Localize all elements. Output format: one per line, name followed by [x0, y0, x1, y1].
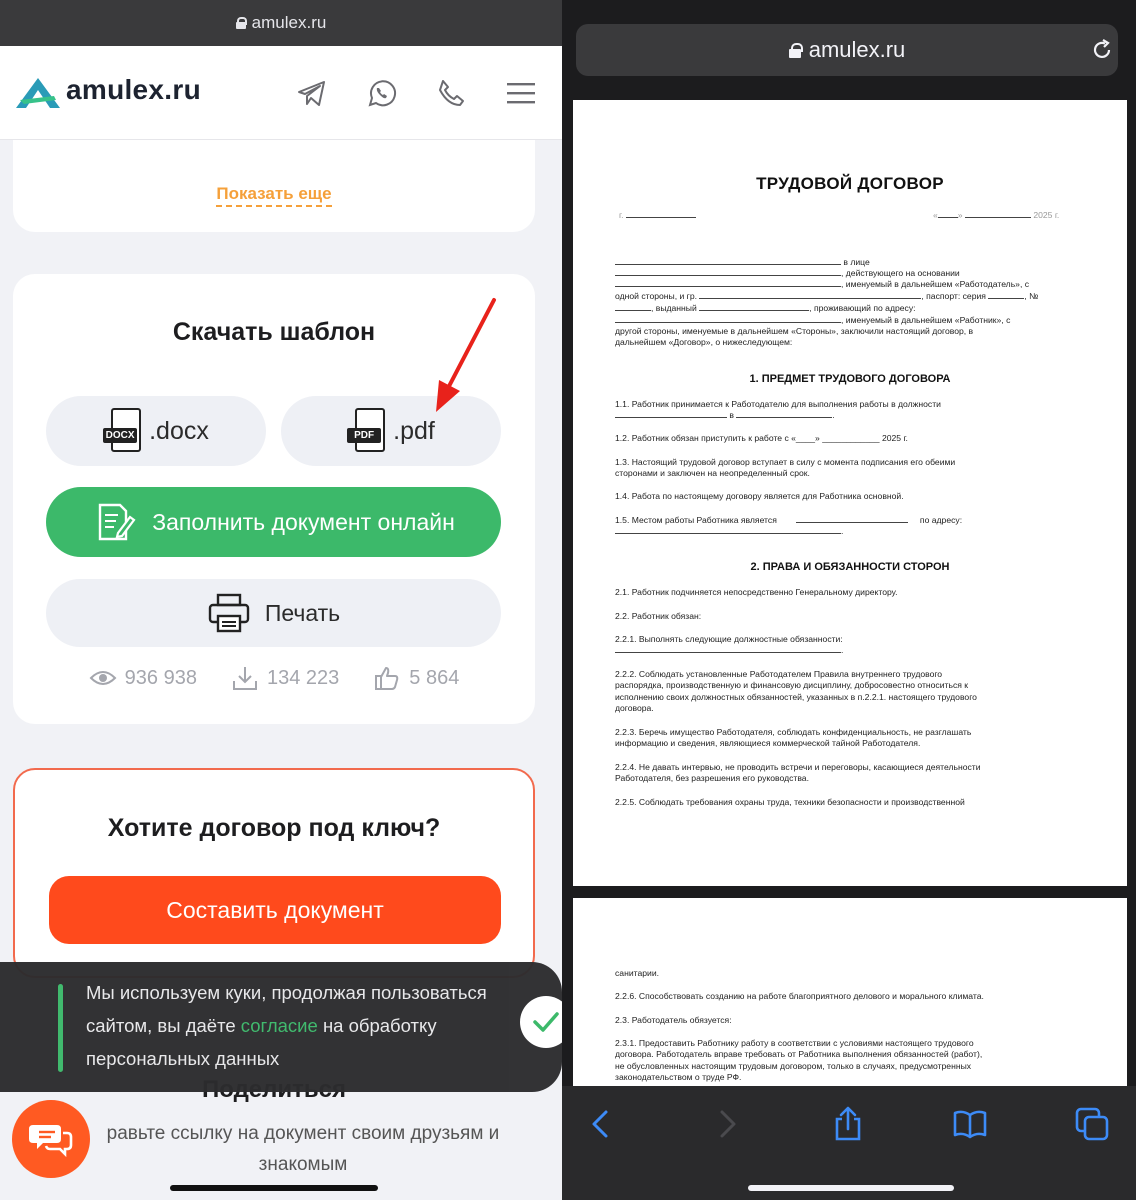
doc-date: « » 2025 г.	[933, 210, 1060, 220]
eye-icon	[89, 668, 117, 688]
forward-icon[interactable]	[708, 1106, 744, 1142]
cookie-banner	[0, 962, 562, 1092]
lock-icon	[789, 43, 801, 58]
pdf-page-1: ТРУДОВОЙ ДОГОВОР г. « » 2025 г. в лице , действующего на основании , именуемый в дальнейшем «Работодатель», с одной стороны, и гр. , паспорт: серия , № , выданный , проживающий по адресу: , именуемый в дальнейшем «Работник», с другой стороны, именуемые в дальнейшем «Стороны», заключили настоящий договор, в дальнейшем «Договор», о нижеследующем: 1. ПРЕДМЕТ ТРУДОВОГО ДОГОВОРА 1.1. Работник принимается к Работодателю для выполнения работы в должности в . 1.2. Работник обязан приступить к работе с «____» ____________ 2025 г. 1.3. Настоящий трудовой договор вступает в силу с момента подписания его обеими сторонами и заключен на неопределенный срок. 1.4. Работа по настоящему договору является для Работника основной. 1.5. Местом работы Работника является по адресу: . 2. ПРАВА И ОБЯЗАННОСТИ СТОРОН 2.1. Работник подчиняется непосредственно Генеральному директору. 2.2. Работник обязан: 2.2.1. Выполнять следующие должностные обязанности: . 2.2.2. Соблюдать установленные Работодателем Правила внутреннего трудового распорядка, производственную и финансовую дисциплину, добросовестно относиться к исполнению своих должностных обязанностей, указанных в п.2.2.1. настоящего трудового договора. 2.2.3. Беречь имущество Работодателя, соблюдать конфиденциальность, не разглашать информацию и сведения, являющиеся коммерческой тайной Работодателя. 2.2.4. Не давать интервью, не проводить встречи и переговоры, касающиеся деятельности Работодателя, без разрешения его руководства. 2.2.5. Соблюдать требования охраны труда, техники безопасности и производственной	[573, 100, 1127, 886]
show-more-link[interactable]: Показать еще	[13, 184, 535, 204]
thumbs-up-icon	[373, 664, 401, 692]
downloads-stat: 134 223	[231, 664, 339, 692]
download-icon	[231, 664, 259, 692]
consent-link[interactable]: согласие	[240, 1015, 318, 1036]
tabs-icon[interactable]	[1074, 1106, 1110, 1142]
lock-icon	[236, 17, 246, 29]
address-bar[interactable]	[0, 0, 562, 46]
pdf-file-icon: PDF	[347, 408, 387, 454]
fill-online-label: Заполнить документ онлайн	[152, 508, 455, 535]
stats-row	[13, 664, 535, 692]
document-title: ТРУДОВОЙ ДОГОВОР	[756, 174, 944, 193]
share-icon[interactable]	[830, 1106, 866, 1142]
pdf-page-2: санитарии. 2.2.6. Способствовать созданию на работе благоприятного делового и морального климата. 2.3. Работодатель обязуется: 2.3.1. Предоставить Работнику работу в соответствии с условиями настоящего трудового договора. Работодатель вправе требовать от Работника выполнения обязанностей (работ), не обусловленных настоящим трудовым договором, только в случаях, предусмотренных законодательством о труде РФ.	[573, 898, 1127, 1098]
section-1-heading: 1. ПРЕДМЕТ ТРУДОВОГО ДОГОВОРА	[749, 373, 951, 385]
views-stat: 936 938	[89, 664, 197, 692]
print-label: Печать	[264, 599, 341, 626]
checkmark-icon	[532, 1011, 560, 1033]
download-docx-button[interactable]	[46, 396, 266, 466]
previous-card	[13, 140, 535, 232]
phone-icon[interactable]	[434, 76, 468, 110]
printer-icon	[207, 592, 251, 634]
docx-label: .docx	[149, 416, 209, 445]
home-indicator	[170, 1185, 378, 1191]
cookie-text: Мы используем куки, продолжая пользоваться сайтом, вы даёте согласие на обработку персональных данных	[86, 982, 487, 1069]
pdf-label: .pdf	[393, 416, 435, 445]
browser-toolbar	[562, 1086, 1136, 1200]
telegram-icon[interactable]	[295, 76, 329, 110]
annotation-arrow	[430, 296, 500, 416]
likes-stat[interactable]: 5 864	[373, 664, 459, 692]
share-text: равьте ссылку на документ своим друзьям и знакомым	[106, 1123, 500, 1175]
create-document-button[interactable]: Составить документ	[49, 876, 501, 944]
address-text: amulex.ru	[251, 13, 327, 32]
menu-icon[interactable]	[504, 76, 538, 110]
bookmarks-icon[interactable]	[952, 1106, 988, 1142]
doc-city: г.	[619, 210, 696, 222]
left-phone-screen	[0, 0, 562, 1200]
address-text: amulex.ru	[808, 37, 906, 62]
logo-icon[interactable]	[14, 74, 62, 112]
reload-icon[interactable]	[1090, 38, 1114, 62]
home-indicator	[748, 1185, 954, 1191]
chat-icon	[29, 1119, 73, 1159]
section-2-heading: 2. ПРАВА И ОБЯЗАННОСТИ СТОРОН	[750, 561, 950, 573]
site-header	[0, 46, 562, 140]
fill-online-button[interactable]	[46, 487, 501, 557]
edit-document-icon	[92, 499, 138, 545]
right-phone-screen	[562, 0, 1136, 1200]
order-title: Хотите договор под ключ?	[107, 814, 441, 842]
docx-file-icon: DOCX	[103, 408, 143, 454]
address-bar[interactable]	[576, 24, 1118, 76]
cookie-accent-bar	[58, 984, 63, 1072]
order-card	[13, 768, 535, 978]
back-icon[interactable]	[584, 1106, 620, 1142]
print-button[interactable]	[46, 579, 501, 647]
whatsapp-icon[interactable]	[364, 76, 398, 110]
download-title: Скачать шаблон	[172, 318, 376, 346]
logo-text[interactable]: amulex.ru	[66, 74, 201, 105]
chat-button[interactable]	[12, 1100, 90, 1178]
